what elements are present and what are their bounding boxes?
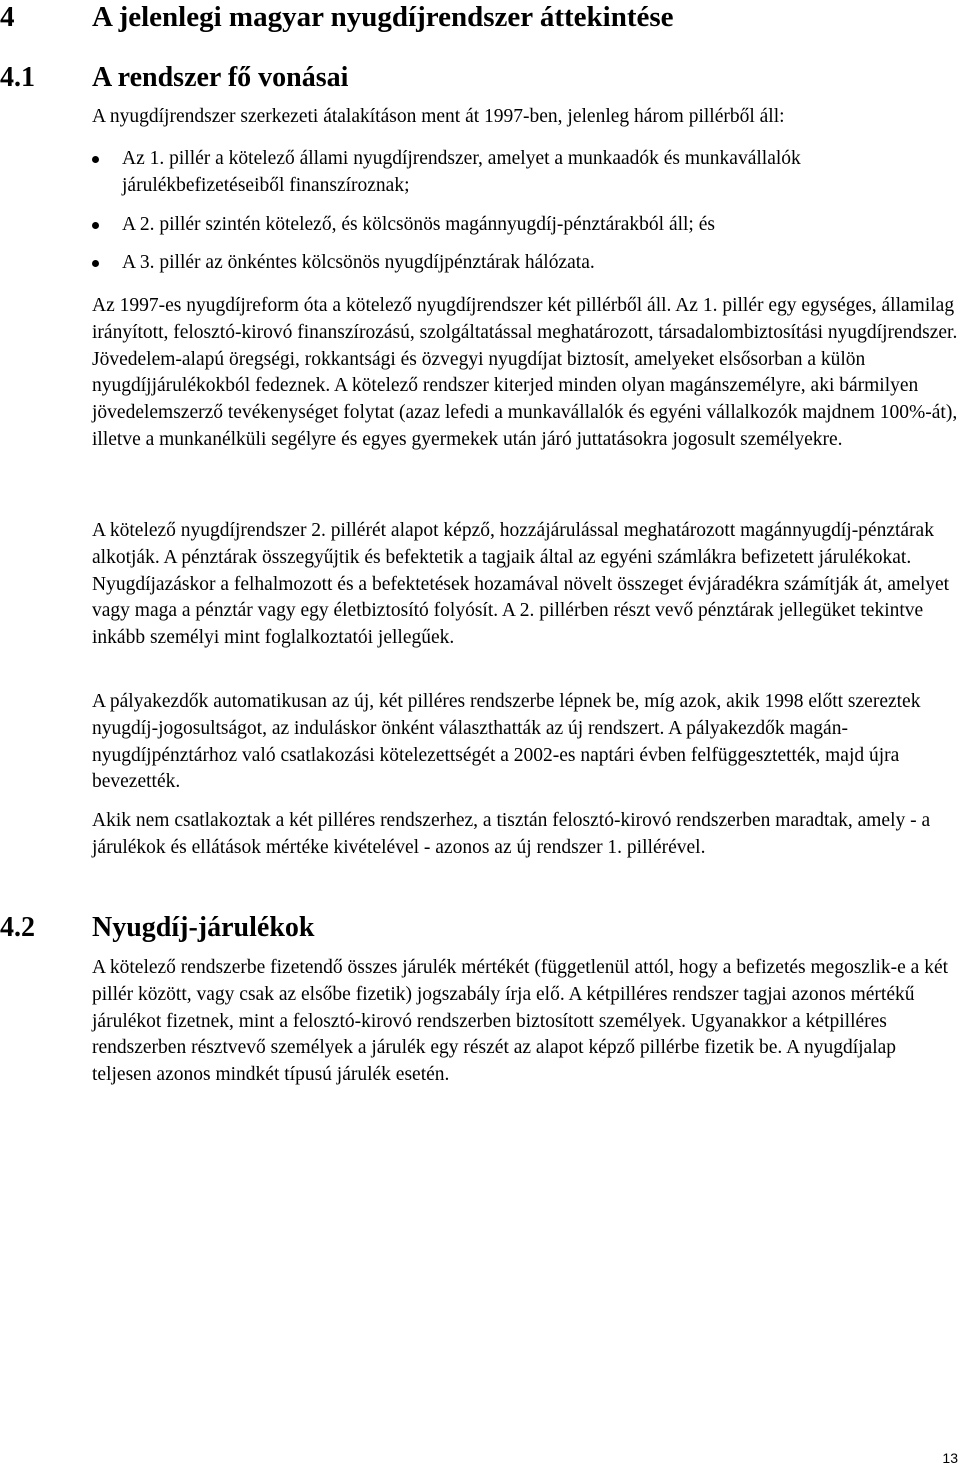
section-title: Nyugdíj-járulékok — [92, 912, 315, 943]
page-number: 13 — [942, 1450, 958, 1466]
list-item — [92, 212, 958, 239]
bullet-icon — [92, 156, 99, 163]
bullet-icon — [92, 260, 99, 267]
list-item — [92, 146, 958, 200]
section-title: A jelenlegi magyar nyugdíjrendszer áttekintése — [92, 1, 674, 33]
intro-paragraph: A nyugdíjrendszer szerkezeti átalakításon ment át 1997-ben, jelenleg három pillérből áll: — [92, 106, 785, 127]
paragraph: Az 1997-es nyugdíjreform óta a kötelező nyugdíjrendszer két pillérből áll. Az 1. pillér egy egységes, államilag irányított, felosztó-kirovó finanszírozású, szolgáltatással meghatározott, társadalombiztosítási nyugdíjrendszer. Jövedelem-alapú öregségi, rokkantsági és özvegyi nyugdíjat biztosít, amelyeket elsősorban a külön nyugdíjjárulékokból fedeznek. A kötelező rendszer kiterjed minden olyan magánszemélyre, aki bármilyen jövedelemszerző tevékenységet folytat (azaz lefedi a munkavállalók és egyéni vállalkozók majdnem 100%-át), illetve a munkanélküli segélyre és egyes gyermekek után járó juttatásokra jogosult személyekre. — [92, 295, 958, 450]
section-number: 4.2 — [0, 912, 35, 943]
section-number: 4 — [0, 1, 15, 33]
section-title: A rendszer fő vonásai — [92, 62, 349, 93]
bullet-icon — [92, 222, 99, 229]
paragraph: A kötelező rendszerbe fizetendő összes járulék mértékét (függetlenül attól, hogy a befizetés megoszlik-e a két pillér között, vagy csak az elsőbe fizetik) jogszabály írja elő. A kétpilléres rendszer tagjai azonos mértékű járulékot fizetnek, mint a felosztó-kirovó rendszerben biztosított személyek. Ugyanakkor a kétpilléres rendszerben résztvevő személyek a járulék egy részét az alapot képző pillérbe fizetik be. A nyugdíjalap teljesen azonos mindkét típusú járulék esetén. — [92, 957, 949, 1086]
section-number: 4.1 — [0, 62, 35, 93]
paragraph: A pályakezdők automatikusan az új, két pilléres rendszerbe lépnek be, míg azok, akik 1998 előtt szereztek nyugdíj-jogosultságot, az induláskor önként választhatták az új rendszert. A pályakezdők magán-nyugdíjpénztárhoz való csatlakozási kötelezettségét a 2002-es naptári évben felfüggesztették, majd újra bevezették. — [92, 691, 921, 793]
list-item-text: A 3. pillér az önkéntes kölcsönös nyugdíjpénztárak hálózata. — [122, 252, 595, 274]
paragraph: A kötelező nyugdíjrendszer 2. pillérét alapot képző, hozzájárulással meghatározott magánnyugdíj-pénztárak alkotják. A pénztárak összegyűjtik és befektetik a tagjaik által az egyéni számlákra befizetett járulékokat. Nyugdíjazáskor a felhalmozott és a befektetések hozamával növelt összeget évjáradékra számítják át, amelyet vagy maga a pénztár vagy egy életbiztosító folyósít. A 2. pillérben részt vevő pénztárak jellegüket tekintve inkább személyi mint foglalkoztatói jellegűek. — [92, 520, 950, 649]
list-item-text: Az 1. pillér a kötelező állami nyugdíjrendszer, amelyet a munkaadók és munkavállalók járulékbefizetéseiből finanszíroznak; — [122, 148, 801, 196]
list-item — [92, 250, 958, 277]
list-item-text: A 2. pillér szintén kötelező, és kölcsönös magánnyugdíj-pénztárakból áll; és — [122, 213, 715, 235]
pillar-list — [92, 146, 958, 277]
paragraph: Akik nem csatlakoztak a két pilléres rendszerhez, a tisztán felosztó-kirovó rendszerben maradtak, amely - a járulékok és ellátások mértéke kivételével - azonos az új rendszer 1. pillérével. — [92, 810, 931, 858]
